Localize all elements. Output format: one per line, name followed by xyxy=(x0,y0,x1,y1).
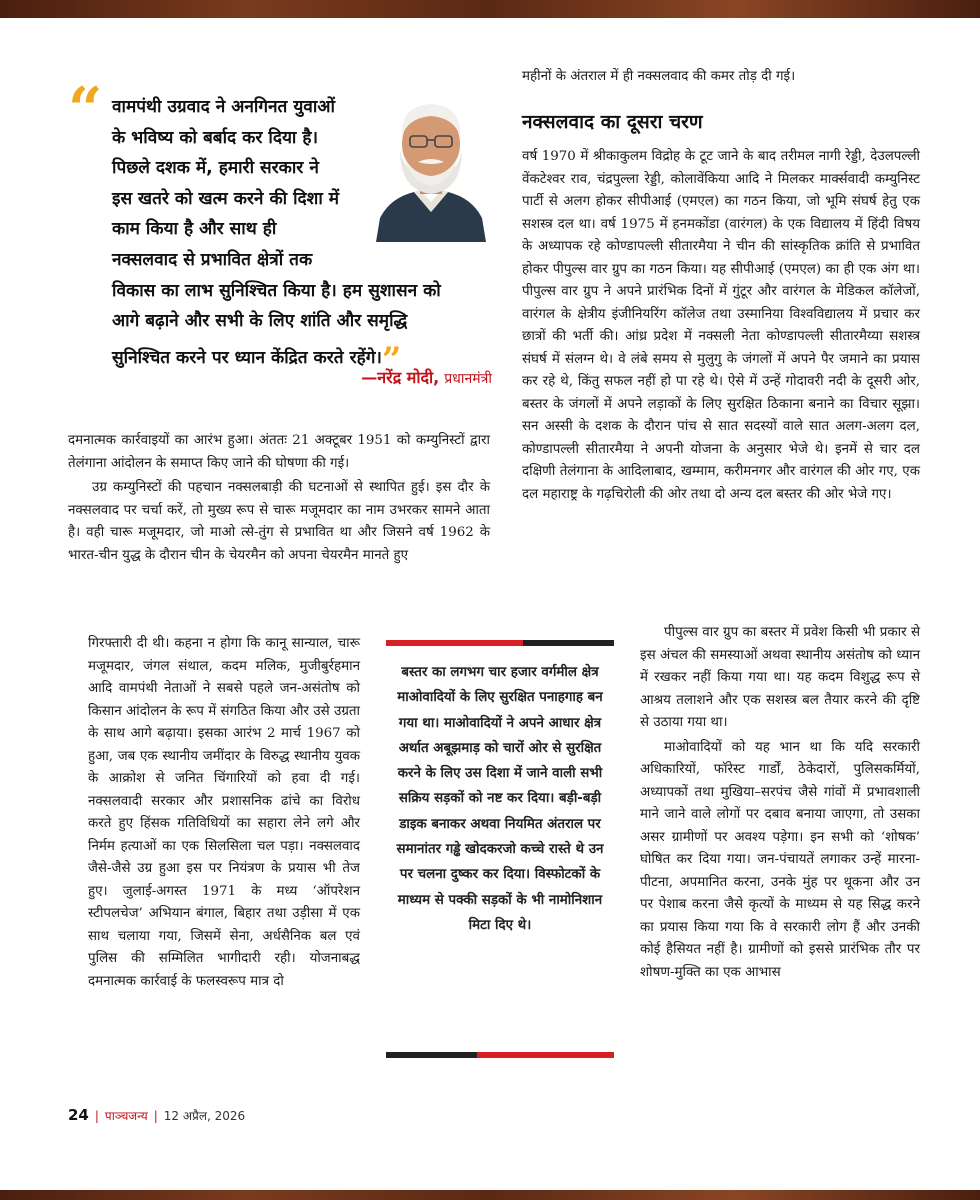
paragraph: दमनात्मक कार्रवाइयों का आरंभ हुआ। अंततः 21 अक्टूबर 1951 को कम्युनिस्टों द्वारा तेलंगाना आंदोलन के समाप्त किए जाने की घोषणा की गई। xyxy=(68,433,490,471)
quote-line: के भविष्य को बर्बाद कर दिया है। xyxy=(112,127,318,148)
paragraph: उग्र कम्युनिस्टों की पहचान नक्सलबाड़ी की घटनाओं से स्थापित हुई। इस दौर के नक्सलवाद पर चर्चा करें, तो मुख्य रूप से चारू मजूमदार का नाम उभरकर सामने आता है। वही चारू मजूमदार, जो माओ त्से-तुंग से प्रभावित था और जिसने वर्ष 1962 के भारत-चीन युद्ध के दौरान चीन के चेयरमैन को अपना चेयरमैन मानते हुए xyxy=(68,480,490,563)
pm-quote-block xyxy=(68,75,498,424)
quote-author-role: प्रधानमंत्री xyxy=(444,371,492,387)
paragraph: गिरफ्तारी दी थी। कहना न होगा कि कानू सान्याल, चारू मजूमदार, जंगल संथाल, कदम मलिक, मुजीबुर्रहमान आदि वामपंथी नेताओं ने सबसे पहले जन-असंतोष को किसान आंदोलन के रूप में संगठित किया और उसे उग्रता के साथ आगे बढ़ाया। इसका आरंभ 2 मार्च 1967 को हुआ, जब एक स्थानीय जमींदार के विरुद्ध स्थानीय युवक के आक्रोश से जनित चिंगारियों को हवा दी गई। नक्सलवादी सरकार और प्रशासनिक ढांचे का विरोध करते हुए हिंसक गतिविधियों का सहारा लेने लगे और निर्मम हत्याओं का एक सिलसिला चल पड़ा। नक्सलवाद जैसे-जैसे उग्र हुआ इस पर नियंत्रण के प्रयास भी तेज हुए। जुलाई-अगस्त 1971 के मध्य ‘ऑपरेशन स्टीपलचेज’ अभियान बंगाल, बिहार तथा उड़ीसा में एक साथ चलाया गया, जिसमें सेना, अर्धसैनिक बल एवं पुलिस की सम्मिलित भागीदारी रही। योजनाबद्ध दमनात्मक कार्रवाई के फलस्वरूप मात्र दो xyxy=(88,636,360,989)
quote-attribution xyxy=(361,366,492,388)
paragraph: वर्ष 1970 में श्रीकाकुलम विद्रोह के टूट जाने के बाद तरीमल नागी रेड्डी, देउलपल्ली वेंकटेश्वर राव, चंद्रपुल्ला रेड्डी, कोलावेंकिया आदि ने मिलकर मार्क्सवादी कम्युनिस्ट पार्टी से अलग होकर सीपीआई (एमएल) का गठन किया, जो भूमि संघर्ष हेतु एक सशस्त्र दल था। वर्ष 1975 में हनमकोंडा (वारंगल) के एक विद्यालय में हिंदी विषय के अध्यापक रहे कोण्डापल्ली सीतारमैया ने चीन की सांस्कृतिक क्रांति से प्रभावित होकर पीपुल्स वार ग्रुप का गठन किया। यह सीपीआई (एमएल) का ही एक अंग था। पीपुल्स वार ग्रुप ने अपने प्रारंभिक दिनों में गुंटूर और वारंगल के मेडिकल कॉलेजों, वारंगल के क्षेत्रीय इंजीनियरिंग कॉलेज तथा उस्मानिया विश्वविद्यालय में प्रचार कर छात्रों की भर्ती की। आंध्र प्रदेश में नक्सली नेता कोण्डापल्ली सीतारमैय्या सशस्त्र संघर्ष में संलग्न थे। वे लंबे समय से मुलुगु के जंगलों में अपने पैर जमाने का प्रयास कर रहे थे, किंतु सफल नहीं हो पा रहे थे। ऐसे में उन्हें गोदावरी नदी के दूसरी ओर, बस्तर के जंगलों में अपने लड़ाकों के लिए सुरक्षित ठिकाना बनाने का विचार सूझा। सन अस्सी के दशक के दौरान पांच से सात सदस्यों वाले सात अलग-अलग दल, कोण्डापल्ली सीतारमैया ने अपनी योजना के अनुसार भेजे थे। इनमें से चार दल दक्षिणी तेलंगाना के आदिलाबाद, खम्माम, करीमनगर और वारंगल की ओर गए, एक दल महाराष्ट्र के गढ़चिरोली की ओर तथा दो अन्य दल बस्तर की ओर भेजे गए। xyxy=(522,149,920,502)
close-quote-icon: ” xyxy=(381,339,402,380)
paragraph: माओवादियों को यह भान था कि यदि सरकारी अधिकारियों, फॉरेस्ट गार्डों, ठेकेदारों, पुलिसकर्मियों, अध्यापकों तथा मुखिया–सरपंच जैसे गांवों में प्रभावशाली माने जाने वाले लोगों पर दबाव बनाया जाएगा, तो उसका असर ग्रामीणों पर अवश्य पड़ेगा। इन सभी को ‘शोषक’ घोषित कर दिया गया। जन-पंचायतें लगाकर उन्हें मारना-पीटना, अपमानित करना, उनके मुंह पर थूकना और उन पर पेशाब करना जैसे कृत्यों के माध्यम से यह सिद्ध करने का प्रयास किया गया कि वे सरकारी लोग हैं और उनकी कोई हैसियत नहीं है। ग्रामीणों को इससे प्रारंभिक तौर पर शोषण-मुक्ति का एक आभास xyxy=(640,739,920,980)
open-quote-icon: “ xyxy=(68,75,103,145)
quote-line: आगे बढ़ाने और सभी के लिए शांति और समृद्धि xyxy=(112,311,408,332)
left-column-lower xyxy=(88,633,360,993)
quote-line: विकास का लाभ सुनिश्चित किया है। हम सुशासन को xyxy=(112,280,441,301)
right-column-top-line xyxy=(522,66,920,89)
quote-line: इस खतरे को खत्म करने की दिशा में xyxy=(112,188,340,209)
quote-author: —नरेंद्र मोदी, xyxy=(361,368,440,387)
page-number: 24 xyxy=(68,1106,89,1124)
right-column-body xyxy=(522,146,920,506)
right-column-narrow xyxy=(640,622,920,984)
quote-line: पिछले दशक में, हमारी सरकार ने xyxy=(112,158,319,179)
paragraph: महीनों के अंतराल में ही नक्सलवाद की कमर तोड़ दी गई। xyxy=(522,69,796,84)
section-heading: नक्सलवाद का दूसरा चरण xyxy=(522,111,703,133)
paragraph: पीपुल्स वार ग्रुप का बस्तर में प्रवेश किसी भी प्रकार से इस अंचल की समस्याओं अथवा स्थानीय असंतोष को ध्यान में रखकर नहीं किया गया था। यह कदम विशुद्ध रूप से आश्रय तलाशने और एक सशस्त्र बल तैयार करने की दृष्टि से उठाया गया था। xyxy=(640,625,920,730)
magazine-name: पाञ्चजन्य xyxy=(104,1109,148,1123)
quote-line: वामपंथी उग्रवाद ने अनगिनत युवाओं xyxy=(112,97,335,117)
bottom-decorative-band xyxy=(0,1190,980,1200)
left-column-upper xyxy=(68,430,490,567)
pullquote-box xyxy=(386,640,614,1058)
top-decorative-band xyxy=(0,0,980,18)
pullquote-top-rule xyxy=(386,640,614,646)
quote-line: सुनिश्चित करने पर ध्यान केंद्रित करते रहेंगे। xyxy=(112,347,382,368)
pullquote-bottom-rule xyxy=(386,1052,614,1058)
page-footer: 24 | पाञ्चजन्य | 12 अप्रैल, 2026 xyxy=(68,1106,246,1124)
pullquote-text: बस्तर का लगभग चार हजार वर्गमील क्षेत्र माओवादियों के लिए सुरक्षित पनाहगाह बन गया था। माओवादियों ने अपने आधार क्षेत्र अर्थात अबूझमाड़ को चारों ओर से सुरक्षित करने के लिए उस दिशा में जाने वाली सभी सक्रिय सड़कों को नष्ट कर दिया। बड़ी-बड़ी डाइक बनाकर अथवा नियमित अंतराल पर समानांतर गड्ढे खोदकरजो कच्चे रास्ते थे उन पर चलना दुष्कर कर दिया। विस्फोटकों के माध्यम से पक्की सड़कों के भी नामोनिशान मिटा दिए थे। xyxy=(396,665,604,933)
quote-line: काम किया है और साथ ही xyxy=(112,219,277,240)
quote-line: नक्सलवाद से प्रभावित क्षेत्रों तक xyxy=(112,249,313,270)
issue-date: 12 अप्रैल, 2026 xyxy=(163,1109,246,1123)
